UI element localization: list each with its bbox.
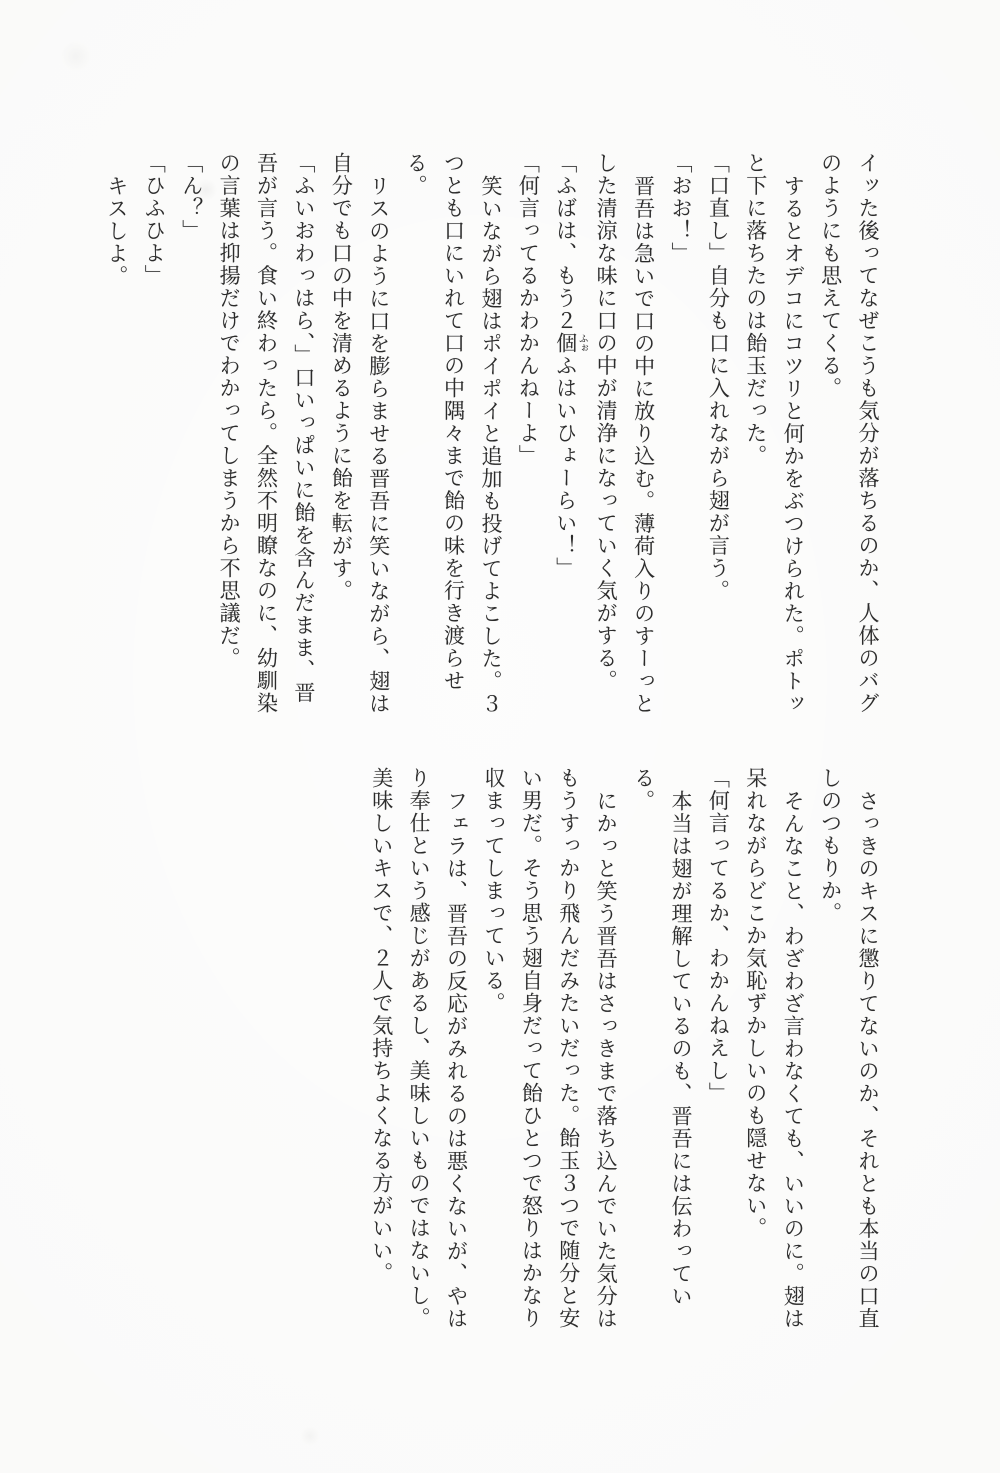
- ruby-annotated-text: 個 ふぉ: [553, 332, 587, 355]
- dialogue-line: 「ふばは、もう２個 ふぉふはいひょーらい！」: [553, 152, 587, 580]
- narration-paragraph: にかっと笑う晋吾はさっきまで落ち込んでいた気分はもうすっかり飛んだみたいだった。飴玉３つで随分と安い男だ。そう思う翅自身だって飴ひとつで怒りはかなり収まってしまっている。: [481, 767, 619, 1330]
- narration-paragraph: そんなこと、わざわざ言わなくても、いいのに。翅は呆れながらどこか気恥ずかしいのも隠せない。: [743, 767, 806, 1330]
- narration-paragraph: キスしよ。: [104, 174, 129, 287]
- dialogue-line: 「ふいおわっはら、」口いっぱいに飴を含んだまま、晋吾が言う。食い終わったら。全然不明瞭なのに、幼馴染の言葉は抑揚だけでわかってしまうから不思議だ。: [217, 152, 316, 715]
- dialogue-line: 「ん？」: [179, 152, 204, 242]
- dialogue-line: 「ひふひよ」: [142, 152, 167, 287]
- dialogue-line: 「おお！」: [668, 152, 693, 265]
- narration-paragraph: 本当は翅が理解しているのも、晋吾には伝わっている。: [631, 767, 693, 1307]
- narration-paragraph: イッた後ってなぜこうも気分が落ちるのか、人体のバグのようにも思えてくる。: [818, 152, 880, 715]
- narration-paragraph: するとオデコにコツリと何かをぶつけられた。ポトッと下に落ちたのは飴玉だった。: [743, 152, 806, 715]
- narration-paragraph: フェラは、晋吾の反応がみれるのは悪くないが、やはり奉仕という感じがあるし、美味しいものではないし。美味しいキスで、２人で気持ちよくなる方がいい。: [369, 767, 469, 1330]
- passage-top: [97, 152, 886, 722]
- dialogue-line: 「何言ってるか、わかんねえし」: [706, 767, 731, 1105]
- narration-paragraph: 晋吾は急いで口の中に放り込む。薄荷入りのすーっとした清涼な味に口の中が清浄になっていく気がする。: [594, 152, 656, 715]
- furigana: ふぉ: [576, 332, 587, 355]
- narration-paragraph: さっきのキスに懲りてないのか、それとも本当の口直しのつもりか。: [818, 767, 880, 1330]
- dialogue-line: 「口直し」自分も口に入れながら翅が言う。: [706, 152, 731, 602]
- narration-paragraph: リスのように口を膨らませる晋吾に笑いながら、翅は自分でも口の中を清めるように飴を転がす。: [329, 152, 391, 715]
- dialogue-line: 「何言ってるかわかんねーよ」: [516, 152, 541, 467]
- passage-bottom: [362, 767, 886, 1337]
- narration-paragraph: 笑いながら翅はポイポイと追加も投げてよこした。３つとも口にいれて口の中隅々まで飴の味を行き渡らせる。: [404, 152, 503, 715]
